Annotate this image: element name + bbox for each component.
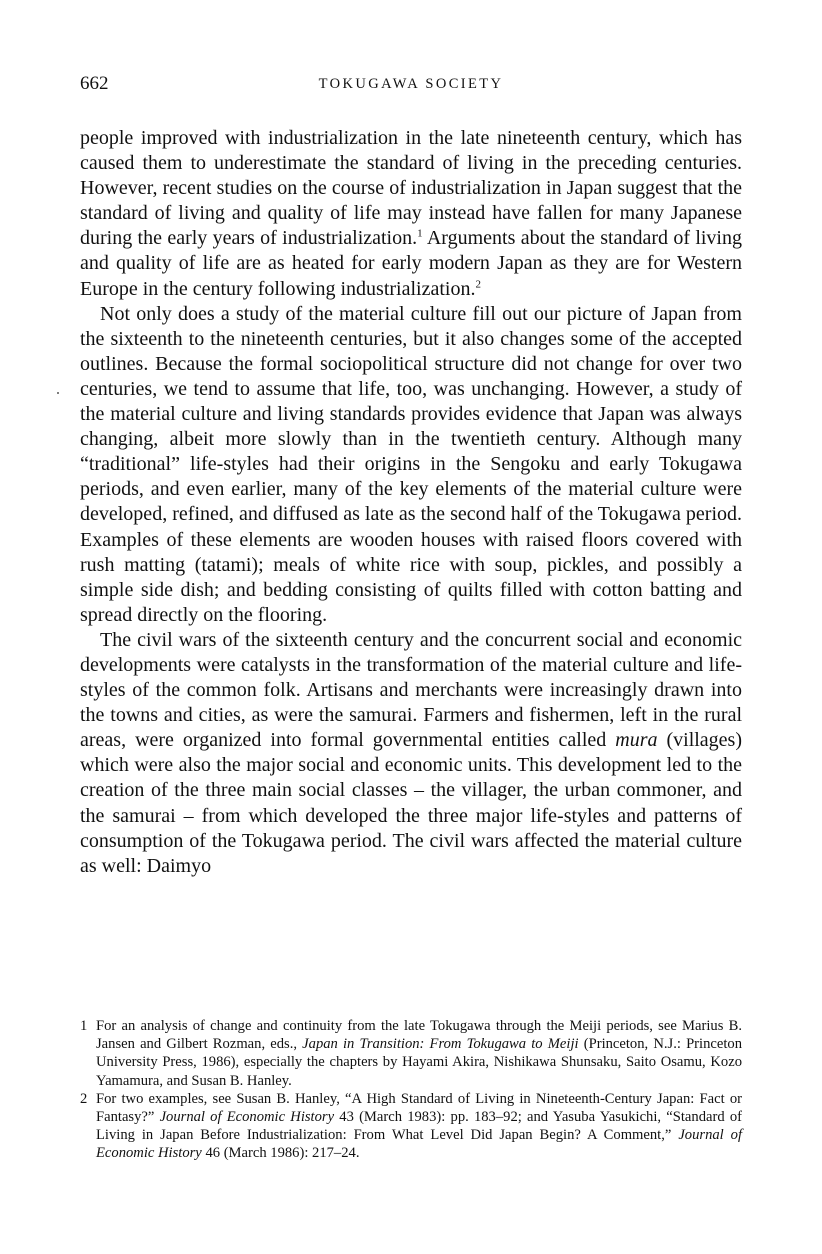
footnote-1-text-b: (Princeton, N.J.: Princeton University Press, 1986), especially the chapters by Hayami Akira, Nishikawa Shunsaku, Saito Osamu, Kozo Yamamura, and Susan B. Hanley. [96, 1036, 742, 1089]
paragraph-3-text-b: (villages) which were also the major social and economic units. This development led to the creation of the three main social classes – the villager, the urban commoner, and the samurai – from which developed the three major life-styles and patterns of consumption of the Tokugawa period. The civil wars affected the material culture as well: Daimyo [80, 729, 743, 877]
footnote-number: 1 [80, 1018, 88, 1034]
footnote-2-italic-journal-2: Journal of Economic History [96, 1127, 742, 1162]
footnote-2-text-a: For two examples, see Susan B. Hanley, “A High Standard of Living in Nineteenth-Century Japan: Fact or Fantasy?” [96, 1090, 742, 1126]
footnote-2-text-c: 46 (March 1986): 217–24. [201, 1145, 360, 1162]
paragraph-2: Not only does a study of the material culture fill out our picture of Japan from the sixteenth to the nineteenth centuries, but it also changes some of the accepted outlines. Because the formal sociopolitical structure did not change for over two centuries, we tend to assume that life, too, was unchanging. However, a study of the material culture and living standards provides evidence that Japan was always changing, albeit more slowly than in the twentieth century. Although many “traditional” life-styles had their origins in the Sengoku and early Tokugawa periods, and even earlier, many of the key elements of the material culture were developed, refined, and diffused as late as the second half of the Tokugawa period. Examples of these elements are wooden houses with raised floors covered with rush matting (tatami); meals of white rice with soup, pickles, and possibly a simple side dish; and bedding consisting of quilts filled with cotton batting and spread directly on the flooring. [80, 302, 742, 626]
footnote-1-italic-title: Japan in Transition: From Tokugawa to Meiji [302, 1036, 579, 1053]
paragraph-1-text-a: people improved with industrialization in the late nineteenth century, which has caused them to underestimate the standard of living in the preceding centuries. However, recent studies on the course of industrialization in Japan suggest that the standard of living and quality of life may instead have fallen for many Japanese during the early years of industrialization. [80, 127, 742, 250]
page-number: 662 [80, 73, 109, 94]
footnote-1 [80, 1017, 742, 1090]
paragraph-1-text-b: Arguments about the standard of living and quality of life are as heated for early modern Japan as they are for Western Europe in the century following industrialization. [80, 227, 742, 300]
italic-term-mura: mura [615, 729, 658, 752]
footnote-2-text-b: 43 (March 1983): pp. 183–92; and Yasuba Yasukichi, “Standard of Living in Japan Before Industrialization: From What Level Did Japan Begin? A Comment,” [96, 1109, 742, 1144]
footnote-ref-2[interactable]: 2 [475, 277, 481, 290]
paragraph-3 [80, 628, 742, 879]
body-text [80, 126, 742, 879]
footnotes [80, 1017, 742, 1163]
margin-mark [57, 392, 59, 394]
footnote-2-italic-journal: Journal of Economic History [159, 1109, 335, 1126]
paragraph-1 [80, 126, 742, 302]
paragraph-3-text-a: The civil wars of the sixteenth century and the concurrent social and economic developments were catalysts in the transformation of the material culture and life-styles of the common folk. Artisans and merchants were increasingly drawn into the towns and cities, as were the samurai. Farmers and fishermen, left in the rural areas, were organized into formal governmental entities called [80, 628, 742, 752]
running-head [80, 73, 742, 95]
footnote-ref-1[interactable]: 1 [417, 227, 423, 240]
running-title: TOKUGAWA SOCIETY [318, 76, 504, 92]
footnote-1-text-a: For an analysis of change and continuity from the late Tokugawa through the Meiji periods, see Marius B. Jansen and Gilbert Rozman, eds., [96, 1018, 742, 1053]
footnote-number: 2 [80, 1090, 88, 1107]
footnote-2 [80, 1090, 742, 1163]
